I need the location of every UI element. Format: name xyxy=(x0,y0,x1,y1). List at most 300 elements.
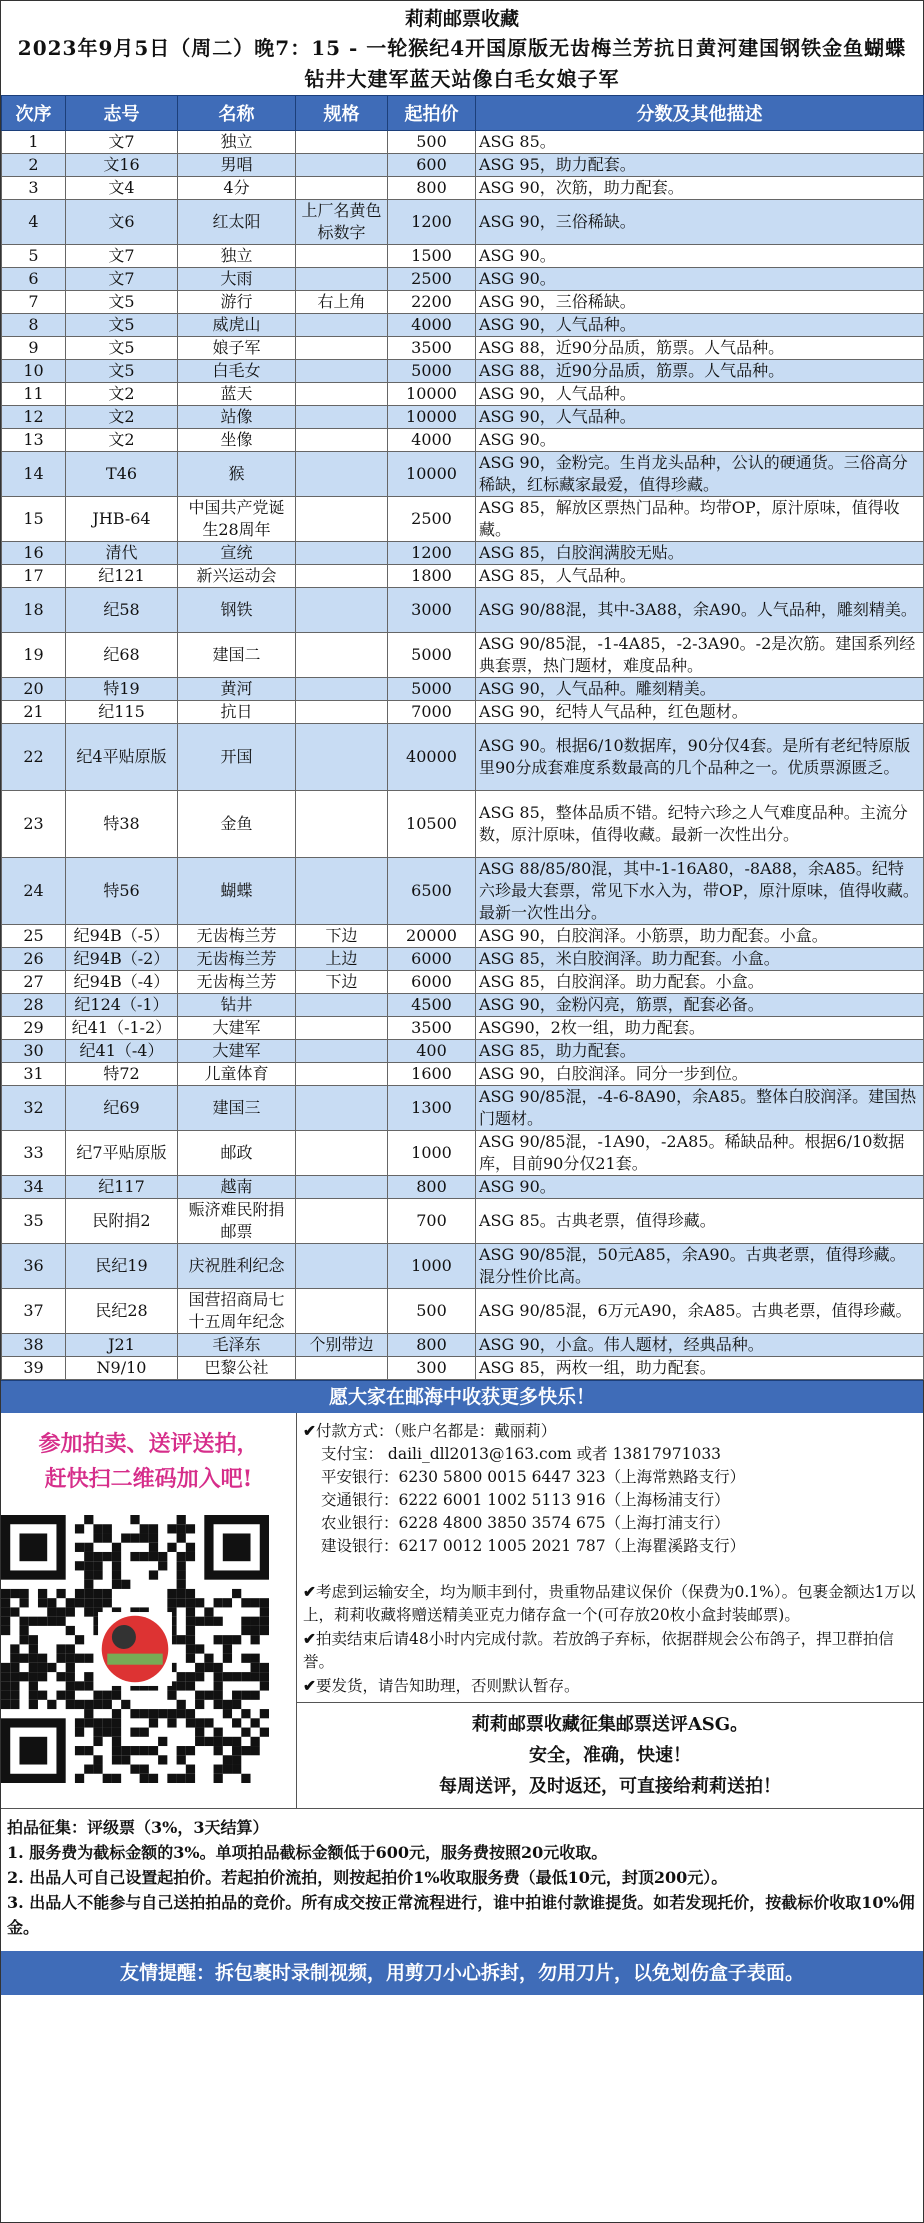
table-row[interactable] xyxy=(2,177,924,200)
lot-description: ASG 90。 xyxy=(476,245,924,268)
table-row[interactable] xyxy=(2,245,924,268)
lot-description: ASG 90，白胶润泽。同分一步到位。 xyxy=(476,1063,924,1086)
stamp-code: 特38 xyxy=(66,791,178,858)
stamp-code: 纪94B（-2） xyxy=(66,948,178,971)
lot-description: ASG 90，三俗稀缺。 xyxy=(476,200,924,245)
start-price: 500 xyxy=(388,1289,476,1334)
stamp-name: 邮政 xyxy=(178,1131,296,1176)
stamp-name: 游行 xyxy=(178,291,296,314)
stamp-spec xyxy=(296,314,388,337)
table-row[interactable] xyxy=(2,200,924,245)
stamp-code: 特72 xyxy=(66,1063,178,1086)
lot-number: 17 xyxy=(2,565,66,588)
check-icon: ✔ xyxy=(303,1421,316,1440)
start-price: 6000 xyxy=(388,971,476,994)
table-row[interactable] xyxy=(2,724,924,791)
table-row[interactable] xyxy=(2,1289,924,1334)
stamp-code: T46 xyxy=(66,452,178,497)
lot-number: 13 xyxy=(2,429,66,452)
start-price: 20000 xyxy=(388,925,476,948)
stamp-spec xyxy=(296,337,388,360)
stamp-spec xyxy=(296,383,388,406)
lot-number: 5 xyxy=(2,245,66,268)
payment-deadline-note: 拍卖结束后请48小时内完成付款。若放鸽子弃标，依据群规会公布鸽子，捍卫群拍信誉。 xyxy=(303,1630,894,1671)
lot-description: ASG 85，两枚一组，助力配套。 xyxy=(476,1357,924,1380)
lot-number: 15 xyxy=(2,497,66,542)
lot-description: ASG 90。根据6/10数据库，90分仅4套。是所有老纪特原版里90分成套难度系数最高的几个品种之一。优质票源匮乏。 xyxy=(476,724,924,791)
stamp-name: 开国 xyxy=(178,724,296,791)
stamp-name: 中国共产党诞生28周年 xyxy=(178,497,296,542)
col-header-spec: 规格 xyxy=(296,96,388,131)
stamp-name: 威虎山 xyxy=(178,314,296,337)
table-row[interactable] xyxy=(2,406,924,429)
lot-number: 4 xyxy=(2,200,66,245)
lot-description: ASG 90，金粉完。生肖龙头品种，公认的硬通货。三俗高分稀缺，红标藏家最爱，值得珍藏。 xyxy=(476,452,924,497)
start-price: 1200 xyxy=(388,542,476,565)
lot-number: 24 xyxy=(2,858,66,925)
table-row[interactable] xyxy=(2,154,924,177)
stamp-spec xyxy=(296,1176,388,1199)
lot-number: 7 xyxy=(2,291,66,314)
stamp-code: 纪58 xyxy=(66,588,178,633)
stamp-code: 文16 xyxy=(66,154,178,177)
lot-description: ASG 85，助力配套。 xyxy=(476,1040,924,1063)
bank-account: 建设银行：6217 0012 1005 2021 787（上海瞿溪路支行） xyxy=(321,1537,746,1555)
payment-panel xyxy=(297,1413,923,1808)
table-row[interactable] xyxy=(2,1040,924,1063)
lot-description: ASG 85，整体品质不错。纪特六珍之人气难度品种。主流分数，原汁原味，值得收藏。最新一次性出分。 xyxy=(476,791,924,858)
table-row[interactable] xyxy=(2,948,924,971)
start-price: 3500 xyxy=(388,1017,476,1040)
lot-number: 21 xyxy=(2,701,66,724)
lot-number: 1 xyxy=(2,131,66,154)
start-price: 6500 xyxy=(388,858,476,925)
check-icon: ✔ xyxy=(303,1676,316,1695)
stamp-code: 文5 xyxy=(66,291,178,314)
lot-number: 9 xyxy=(2,337,66,360)
table-row[interactable] xyxy=(2,1176,924,1199)
footer-reminder: 友情提醒：拆包裹时录制视频，用剪刀小心拆封，勿用刀片，以免划伤盒子表面。 xyxy=(1,1951,923,1995)
table-row[interactable] xyxy=(2,291,924,314)
stamp-code: 文5 xyxy=(66,314,178,337)
lot-number: 37 xyxy=(2,1289,66,1334)
auction-title-line2: 钻井大建军蓝天站像白毛女娘子军 xyxy=(304,67,620,91)
stamp-name: 巴黎公社 xyxy=(178,1357,296,1380)
stamp-spec: 上厂名黄色标数字 xyxy=(296,200,388,245)
start-price: 800 xyxy=(388,1334,476,1357)
start-price: 10500 xyxy=(388,791,476,858)
stamp-spec xyxy=(296,633,388,678)
start-price: 6000 xyxy=(388,948,476,971)
stamp-code: 民纪19 xyxy=(66,1244,178,1289)
lot-table xyxy=(1,95,924,1380)
lot-number: 29 xyxy=(2,1017,66,1040)
stamp-code: 纪94B（-4） xyxy=(66,971,178,994)
shipping-note: 考虑到运输安全，均为顺丰到付，贵重物品建议保价（保费为0.1%）。包裹金额达1万以上，莉莉收藏将赠送精美亚克力储存盒一个(可存放20枚小盒封装邮票)。 xyxy=(303,1583,916,1624)
lot-description: ASG 90，人气品种。 xyxy=(476,314,924,337)
lot-description: ASG 90/88混，其中-3A88，余A90。人气品种，雕刻精美。 xyxy=(476,588,924,633)
stamp-name: 钢铁 xyxy=(178,588,296,633)
lot-description: ASG 90。 xyxy=(476,1176,924,1199)
stamp-name: 庆祝胜利纪念 xyxy=(178,1244,296,1289)
lot-number: 12 xyxy=(2,406,66,429)
stamp-spec xyxy=(296,452,388,497)
stamp-spec xyxy=(296,268,388,291)
stamp-name: 红太阳 xyxy=(178,200,296,245)
lot-number: 20 xyxy=(2,678,66,701)
lot-number: 8 xyxy=(2,314,66,337)
check-icon: ✔ xyxy=(303,1629,316,1648)
start-price: 700 xyxy=(388,1199,476,1244)
stamp-code: 特19 xyxy=(66,678,178,701)
lot-description: ASG 88，近90分品质，筋票。人气品种。 xyxy=(476,337,924,360)
stamp-name: 娘子军 xyxy=(178,337,296,360)
col-header-no: 次序 xyxy=(2,96,66,131)
stamp-name: 抗日 xyxy=(178,701,296,724)
stamp-spec xyxy=(296,497,388,542)
start-price: 1000 xyxy=(388,1131,476,1176)
stamp-name: 独立 xyxy=(178,131,296,154)
stamp-name: 男唱 xyxy=(178,154,296,177)
check-icon: ✔ xyxy=(303,1582,316,1601)
start-price: 10000 xyxy=(388,383,476,406)
stamp-spec xyxy=(296,858,388,925)
col-header-desc: 分数及其他描述 xyxy=(476,96,924,131)
lot-number: 34 xyxy=(2,1176,66,1199)
start-price: 1800 xyxy=(388,565,476,588)
start-price: 2500 xyxy=(388,497,476,542)
stamp-spec xyxy=(296,1131,388,1176)
info-section xyxy=(1,1413,923,1809)
stamp-name: 无齿梅兰芳 xyxy=(178,971,296,994)
asg-line2: 安全，准确，快速！ xyxy=(529,1745,691,1766)
lot-number: 35 xyxy=(2,1199,66,1244)
shop-name: 莉莉邮票收藏 xyxy=(404,8,519,30)
stamp-name: 蝴蝶 xyxy=(178,858,296,925)
promo-text xyxy=(1,1413,296,1497)
lot-description: ASG 85，米白胶润泽。助力配套。小盒。 xyxy=(476,948,924,971)
stamp-spec xyxy=(296,791,388,858)
stamp-code: 纪4平贴原版 xyxy=(66,724,178,791)
stamp-spec xyxy=(296,724,388,791)
lot-number: 18 xyxy=(2,588,66,633)
lot-description: ASG 85。 xyxy=(476,131,924,154)
start-price: 1300 xyxy=(388,1086,476,1131)
stamp-name: 无齿梅兰芳 xyxy=(178,925,296,948)
stamp-spec xyxy=(296,588,388,633)
lot-description: ASG 88/85/80混，其中-1-16A80，-8A88，余A85。纪特六珍最大套票，常见下水入为，带OP，原汁原味，值得收藏。最新一次性出分。 xyxy=(476,858,924,925)
stamp-name: 独立 xyxy=(178,245,296,268)
lot-number: 11 xyxy=(2,383,66,406)
lot-number: 3 xyxy=(2,177,66,200)
lot-description: ASG 85，白胶润满胶无贴。 xyxy=(476,542,924,565)
lot-number: 31 xyxy=(2,1063,66,1086)
stamp-code: 纪94B（-5） xyxy=(66,925,178,948)
stamp-code: JHB-64 xyxy=(66,497,178,542)
table-row[interactable] xyxy=(2,678,924,701)
stamp-spec xyxy=(296,177,388,200)
stamp-name: 大建军 xyxy=(178,1040,296,1063)
stamp-code: 清代 xyxy=(66,542,178,565)
lot-description: ASG 90/85混，-4-6-8A90，余A85。整体白胶润泽。建国热门题材。 xyxy=(476,1086,924,1131)
lot-number: 22 xyxy=(2,724,66,791)
bank-account: 平安银行：6230 5800 0015 6447 323（上海常熟路支行） xyxy=(321,1468,746,1486)
stamp-name: 蓝天 xyxy=(178,383,296,406)
fee-title: 拍品征集：评级票（3%，3天结算） xyxy=(7,1818,269,1837)
table-row[interactable] xyxy=(2,971,924,994)
start-price: 1600 xyxy=(388,1063,476,1086)
header xyxy=(1,1,923,95)
start-price: 5000 xyxy=(388,633,476,678)
lot-description: ASG 90。 xyxy=(476,429,924,452)
stamp-code: 纪69 xyxy=(66,1086,178,1131)
lot-description: ASG90，2枚一组，助力配套。 xyxy=(476,1017,924,1040)
bank-account: 交通银行：6222 6001 1002 5113 916（上海杨浦支行） xyxy=(321,1491,730,1509)
lot-number: 14 xyxy=(2,452,66,497)
stamp-code: 民附捐2 xyxy=(66,1199,178,1244)
lot-number: 26 xyxy=(2,948,66,971)
table-row[interactable] xyxy=(2,565,924,588)
start-price: 2200 xyxy=(388,291,476,314)
stamp-spec: 下边 xyxy=(296,971,388,994)
promo-line2: 赶快扫二维码加入吧! xyxy=(44,1466,253,1492)
lot-number: 38 xyxy=(2,1334,66,1357)
promo-panel xyxy=(1,1413,297,1808)
asg-line3: 每周送评，及时返还，可直接给莉莉送拍！ xyxy=(439,1776,781,1797)
stamp-spec xyxy=(296,1199,388,1244)
table-row[interactable] xyxy=(2,1131,924,1176)
stamp-code: 文2 xyxy=(66,383,178,406)
lot-description: ASG 85，人气品种。 xyxy=(476,565,924,588)
stamp-code: 纪41（-4） xyxy=(66,1040,178,1063)
lot-description: ASG 90。 xyxy=(476,268,924,291)
stamp-name: 坐像 xyxy=(178,429,296,452)
stamp-spec xyxy=(296,1289,388,1334)
stamp-spec xyxy=(296,565,388,588)
stamp-name: 宣统 xyxy=(178,542,296,565)
lot-description: ASG 90，人气品种。 xyxy=(476,383,924,406)
start-price: 1500 xyxy=(388,245,476,268)
col-header-code: 志号 xyxy=(66,96,178,131)
lot-number: 27 xyxy=(2,971,66,994)
table-row[interactable] xyxy=(2,360,924,383)
stamp-code: 纪7平贴原版 xyxy=(66,1131,178,1176)
col-header-price: 起拍价 xyxy=(388,96,476,131)
stamp-code: 特56 xyxy=(66,858,178,925)
start-price: 10000 xyxy=(388,452,476,497)
lot-number: 32 xyxy=(2,1086,66,1131)
promo-line1: 参加拍卖、送评送拍， xyxy=(38,1431,259,1457)
stamp-spec xyxy=(296,360,388,383)
table-row[interactable] xyxy=(2,497,924,542)
stamp-spec xyxy=(296,1244,388,1289)
start-price: 4500 xyxy=(388,994,476,1017)
start-price: 300 xyxy=(388,1357,476,1380)
stamp-code: N9/10 xyxy=(66,1357,178,1380)
table-header-row xyxy=(2,96,924,131)
lot-description: ASG 85，白胶润泽。助力配套。小盒。 xyxy=(476,971,924,994)
payment-title: 付款方式：（账户名都是：戴丽莉） xyxy=(316,1422,557,1440)
fee-rule: 2. 出品人可自己设置起拍价。若起拍价流拍，则按起拍价1%收取服务费（最低10元，封顶200元）。 xyxy=(7,1868,728,1887)
table-row[interactable] xyxy=(2,1334,924,1357)
stamp-name: 无齿梅兰芳 xyxy=(178,948,296,971)
table-row[interactable] xyxy=(2,452,924,497)
lot-description: ASG 85。古典老票，值得珍藏。 xyxy=(476,1199,924,1244)
start-price: 4000 xyxy=(388,314,476,337)
stamp-name: 建国三 xyxy=(178,1086,296,1131)
table-row[interactable] xyxy=(2,383,924,406)
lot-number: 19 xyxy=(2,633,66,678)
stamp-name: 毛泽东 xyxy=(178,1334,296,1357)
lot-description: ASG 90/85混，-1A90，-2A85。稀缺品种。根据6/10数据库，目前90分仅21套。 xyxy=(476,1131,924,1176)
table-row[interactable] xyxy=(2,1017,924,1040)
lot-number: 39 xyxy=(2,1357,66,1380)
stamp-name: 站像 xyxy=(178,406,296,429)
stamp-spec xyxy=(296,1017,388,1040)
table-row[interactable] xyxy=(2,314,924,337)
stamp-spec: 下边 xyxy=(296,925,388,948)
bank-account: 农业银行：6228 4800 3850 3574 675（上海打浦支行） xyxy=(321,1514,730,1532)
stamp-name: 白毛女 xyxy=(178,360,296,383)
stamp-spec: 右上角 xyxy=(296,291,388,314)
table-row[interactable] xyxy=(2,429,924,452)
lot-number: 10 xyxy=(2,360,66,383)
lot-description: ASG 95，助力配套。 xyxy=(476,154,924,177)
stamp-spec: 上边 xyxy=(296,948,388,971)
start-price: 5000 xyxy=(388,360,476,383)
stamp-spec xyxy=(296,701,388,724)
lot-description: ASG 90，白胶润泽。小筋票，助力配套。小盒。 xyxy=(476,925,924,948)
delivery-note: 要发货，请告知助理，否则默认暂存。 xyxy=(316,1677,580,1695)
lot-description: ASG 90，人气品种。雕刻精美。 xyxy=(476,678,924,701)
auction-title: 2023年9月5日（周二）晚7：15 - 一轮猴纪4开国原版无齿梅兰芳抗日黄河建国钢铁金鱼蝴蝶 xyxy=(17,36,907,60)
lot-number: 25 xyxy=(2,925,66,948)
lot-number: 23 xyxy=(2,791,66,858)
start-price: 3000 xyxy=(388,588,476,633)
stamp-spec: 个别带边 xyxy=(296,1334,388,1357)
start-price: 800 xyxy=(388,1176,476,1199)
lot-description: ASG 90/85混，50元A85，余A90。古典老票，值得珍藏。混分性价比高。 xyxy=(476,1244,924,1289)
lot-description: ASG 90，人气品种。 xyxy=(476,406,924,429)
qr-code-icon[interactable] xyxy=(1,1515,269,1783)
fee-rule: 3. 出品人不能参与自己送拍拍品的竞价。所有成交按正常流程进行，谁中拍谁付款谁提货。如若发现托价，按截标价收取10%佣金。 xyxy=(7,1893,915,1937)
asg-promo xyxy=(297,1702,923,1808)
stamp-name: 大雨 xyxy=(178,268,296,291)
stamp-name: 赈济难民附捐邮票 xyxy=(178,1199,296,1244)
stamp-name: 越南 xyxy=(178,1176,296,1199)
stamp-name: 猴 xyxy=(178,452,296,497)
stamp-name: 金鱼 xyxy=(178,791,296,858)
start-price: 1000 xyxy=(388,1244,476,1289)
lot-number: 6 xyxy=(2,268,66,291)
stamp-spec xyxy=(296,994,388,1017)
table-row[interactable] xyxy=(2,858,924,925)
lot-number: 36 xyxy=(2,1244,66,1289)
table-row[interactable] xyxy=(2,1357,924,1380)
payment-info xyxy=(297,1413,923,1702)
table-row[interactable] xyxy=(2,1063,924,1086)
stamp-code: 文2 xyxy=(66,429,178,452)
stamp-spec xyxy=(296,1040,388,1063)
fee-rule: 1. 服务费为截标金额的3%。单项拍品截标金额低于600元，服务费按照20元收取。 xyxy=(7,1843,608,1862)
stamp-code: 文5 xyxy=(66,337,178,360)
stamp-code: 文7 xyxy=(66,131,178,154)
lot-description: ASG 90，次筋，助力配套。 xyxy=(476,177,924,200)
stamp-code: 纪115 xyxy=(66,701,178,724)
stamp-code: 纪124（-1） xyxy=(66,994,178,1017)
stamp-name: 4分 xyxy=(178,177,296,200)
start-price: 800 xyxy=(388,177,476,200)
stamp-spec xyxy=(296,1063,388,1086)
stamp-spec xyxy=(296,1086,388,1131)
table-row[interactable] xyxy=(2,994,924,1017)
asg-line1: 莉莉邮票收藏征集邮票送评ASG。 xyxy=(471,1714,749,1735)
stamp-spec xyxy=(296,542,388,565)
lot-description: ASG 85，解放区票热门品种。均带OP，原汁原味，值得收藏。 xyxy=(476,497,924,542)
lot-description: ASG 90，金粉闪亮，筋票，配套必备。 xyxy=(476,994,924,1017)
table-row[interactable] xyxy=(2,1086,924,1131)
stamp-spec xyxy=(296,1357,388,1380)
col-header-name: 名称 xyxy=(178,96,296,131)
table-row[interactable] xyxy=(2,1244,924,1289)
stamp-spec xyxy=(296,678,388,701)
lot-description: ASG 90/85混，-1-4A85，-2-3A90。-2是次筋。建国系列经典套票，热门题材，难度品种。 xyxy=(476,633,924,678)
alipay-account: 支付宝： daili_dll2013@163.com 或者 13817971033 xyxy=(321,1445,722,1463)
lot-description: ASG 88，近90分品质，筋票。人气品种。 xyxy=(476,360,924,383)
stamp-code: 文7 xyxy=(66,268,178,291)
lot-description: ASG 90/85混，6万元A90，余A85。古典老票，值得珍藏。 xyxy=(476,1289,924,1334)
lot-number: 16 xyxy=(2,542,66,565)
stamp-code: 纪68 xyxy=(66,633,178,678)
table-row[interactable] xyxy=(2,925,924,948)
stamp-name: 建国二 xyxy=(178,633,296,678)
stamp-name: 儿童体育 xyxy=(178,1063,296,1086)
table-row[interactable] xyxy=(2,588,924,633)
table-row[interactable] xyxy=(2,131,924,154)
lot-number: 2 xyxy=(2,154,66,177)
stamp-code: 文2 xyxy=(66,406,178,429)
table-row[interactable] xyxy=(2,1199,924,1244)
table-row[interactable] xyxy=(2,701,924,724)
stamp-spec xyxy=(296,429,388,452)
stamp-spec xyxy=(296,406,388,429)
stamp-spec xyxy=(296,154,388,177)
lot-description: ASG 90，小盒。伟人题材，经典品种。 xyxy=(476,1334,924,1357)
table-row[interactable] xyxy=(2,337,924,360)
lot-number: 30 xyxy=(2,1040,66,1063)
stamp-code: 文6 xyxy=(66,200,178,245)
table-row[interactable] xyxy=(2,633,924,678)
start-price: 7000 xyxy=(388,701,476,724)
stamp-code: J21 xyxy=(66,1334,178,1357)
stamp-spec xyxy=(296,245,388,268)
start-price: 40000 xyxy=(388,724,476,791)
stamp-code: 纪41（-1-2） xyxy=(66,1017,178,1040)
start-price: 600 xyxy=(388,154,476,177)
table-row[interactable] xyxy=(2,791,924,858)
lot-description: ASG 90，纪特人气品种，红色题材。 xyxy=(476,701,924,724)
stamp-name: 大建军 xyxy=(178,1017,296,1040)
stamp-spec xyxy=(296,131,388,154)
qr-center-logo-icon xyxy=(102,1616,169,1683)
lot-description: ASG 90，三俗稀缺。 xyxy=(476,291,924,314)
stamp-name: 新兴运动会 xyxy=(178,565,296,588)
lot-number: 28 xyxy=(2,994,66,1017)
start-price: 1200 xyxy=(388,200,476,245)
table-row[interactable] xyxy=(2,542,924,565)
stamp-code: 文4 xyxy=(66,177,178,200)
table-row[interactable] xyxy=(2,268,924,291)
